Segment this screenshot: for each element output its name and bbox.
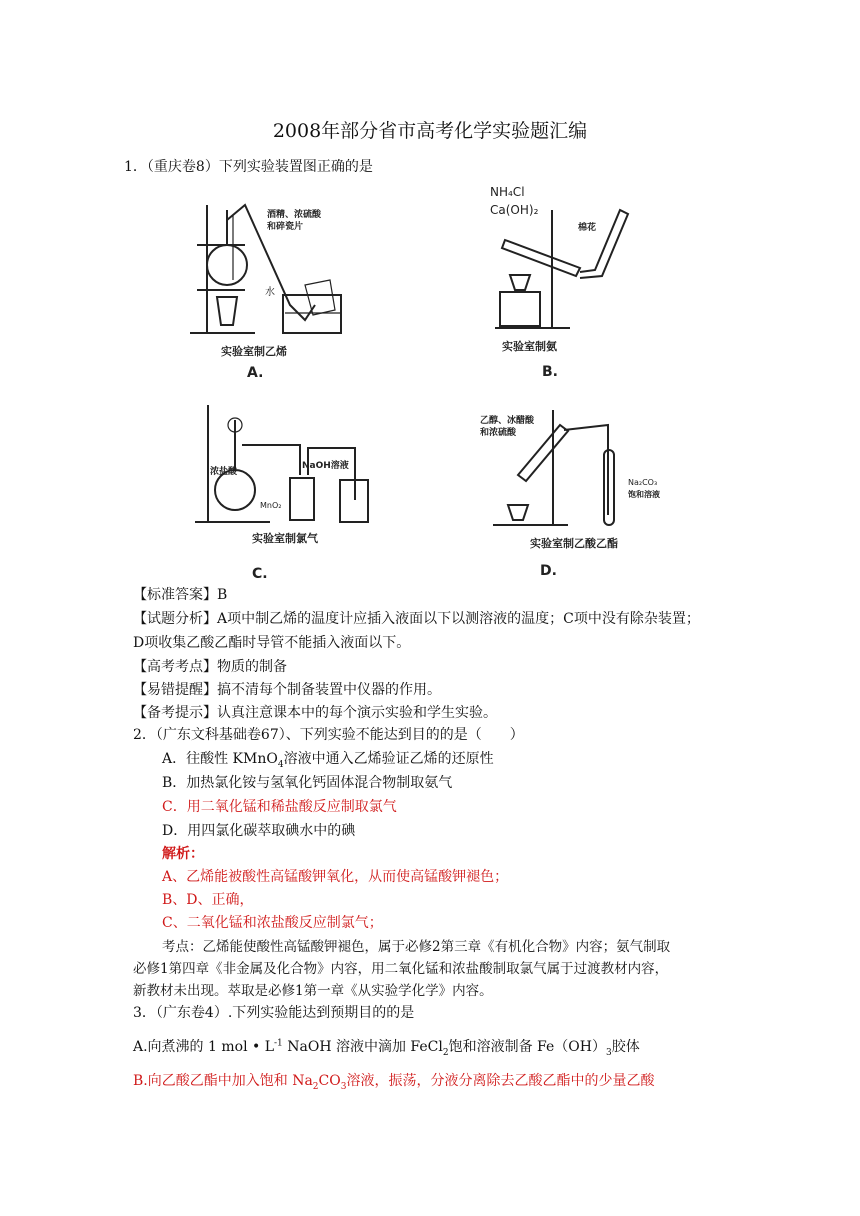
svg-text:Na₂CO₃: Na₂CO₃	[628, 478, 658, 487]
svg-text:NaOH溶液: NaOH溶液	[302, 461, 349, 471]
mistake-tip: 【易错提醒】搞不清每个制备装置中仪器的作用。	[133, 682, 441, 698]
prep-tip: 【备考提示】认真注意课本中的每个演示实验和学生实验。	[133, 705, 497, 721]
svg-text:MnO₂: MnO₂	[260, 501, 282, 510]
svg-text:饱和溶液: 饱和溶液	[628, 490, 660, 499]
q2-analysis-line-2: B、D、正确，	[162, 892, 254, 908]
q2-note-line-2: 必修1第四章《非金属及化合物》内容，用二氧化锰和浓盐酸制取氯气属于过渡教材内容，	[133, 961, 669, 977]
q2-analysis-line-3: C、二氧化锰和浓盐酸反应制氯气；	[162, 915, 383, 931]
q2-option-d: D．用四氯化碳萃取碘水中的碘	[162, 823, 356, 839]
analysis-line-1: 【试题分析】A项中制乙烯的温度计应插入液面以下以测溶液的温度；C项中没有除杂装置；	[133, 611, 700, 627]
svg-text:D.: D.	[540, 563, 557, 579]
q2-analysis-line-1: A、乙烯能被酸性高锰酸钾氧化，从而使高锰酸钾褪色；	[162, 869, 509, 885]
figure-b-ammonia-apparatus	[480, 180, 650, 385]
svg-text:B.: B.	[542, 364, 558, 380]
question-3-stem: 3．（广东卷4）.下列实验能达到预期目的的是	[133, 1005, 415, 1021]
q2-note-line-3: 新教材未出现。萃取是必修1第一章《从实验学化学》内容。	[133, 983, 493, 999]
page-title: 2008年部分省市高考化学实验题汇编	[272, 120, 588, 142]
svg-text:浓盐酸: 浓盐酸	[210, 467, 238, 477]
svg-text:乙醇、冰醋酸: 乙醇、冰醋酸	[480, 416, 535, 426]
figure-a-caption: 实验室制乙烯	[221, 345, 287, 358]
analysis-line-2: D项收集乙酸乙酯时导管不能插入液面以下。	[133, 635, 411, 651]
svg-text:C.: C.	[252, 566, 268, 582]
figure-d-ester-apparatus	[478, 405, 678, 580]
answer: 【标准答案】B	[133, 587, 228, 603]
q2-note-line-1: 考点：乙烯能使酸性高锰酸钾褪色，属于必修2第三章《有机化合物》内容；氨气制取	[162, 939, 671, 955]
figure-a-ethylene-apparatus	[185, 185, 355, 385]
question-2-stem: 2．（广东文科基础卷67）、下列实验不能达到目的的是（ ）	[133, 727, 524, 743]
figure-a-letter: A.	[247, 365, 264, 381]
q2-analysis-heading: 解析：	[162, 846, 204, 862]
q3-option-a: A.向煮沸的 1 mol • $L^{-1}$ NaOH 溶液中滴加 FeCl$_2$饱和溶液制备 $Fe(OH)_3$胶体	[133, 1038, 640, 1058]
q2-option-b: B．加热氯化铵与氢氧化钙固体混合物制取氨气	[162, 775, 453, 791]
svg-text:水: 水	[265, 287, 275, 298]
svg-text:实验室制氨: 实验室制氨	[502, 340, 557, 353]
svg-text:NH₄Cl: NH₄Cl	[490, 185, 525, 199]
q2-option-a: A．往酸性 KMnO$_4$溶液中通入乙烯验证乙烯的还原性	[162, 751, 494, 770]
question-1-stem: 1．（重庆卷8）下列实验装置图正确的是	[124, 159, 373, 175]
q2-option-c: C．用二氧化锰和稀盐酸反应制取氯气	[162, 799, 397, 815]
svg-text:和碎瓷片: 和碎瓷片	[267, 222, 304, 232]
q3-option-b: B.向乙酸乙酯中加入饱和 $Na_2CO_3$溶液，振荡，分液分离除去乙酸乙酯中的少量乙酸	[133, 1073, 655, 1092]
svg-text:酒精、浓硫酸: 酒精、浓硫酸	[267, 210, 322, 220]
svg-text:棉花: 棉花	[578, 223, 597, 233]
svg-text:实验室制乙酸乙酯: 实验室制乙酸乙酯	[530, 537, 618, 550]
svg-text:Ca(OH)₂: Ca(OH)₂	[490, 203, 539, 217]
exam-point: 【高考考点】物质的制备	[133, 659, 287, 675]
svg-text:实验室制氯气: 实验室制氯气	[252, 532, 318, 545]
svg-text:和浓硫酸: 和浓硫酸	[480, 428, 517, 438]
figure-c-chlorine-apparatus	[190, 400, 380, 585]
